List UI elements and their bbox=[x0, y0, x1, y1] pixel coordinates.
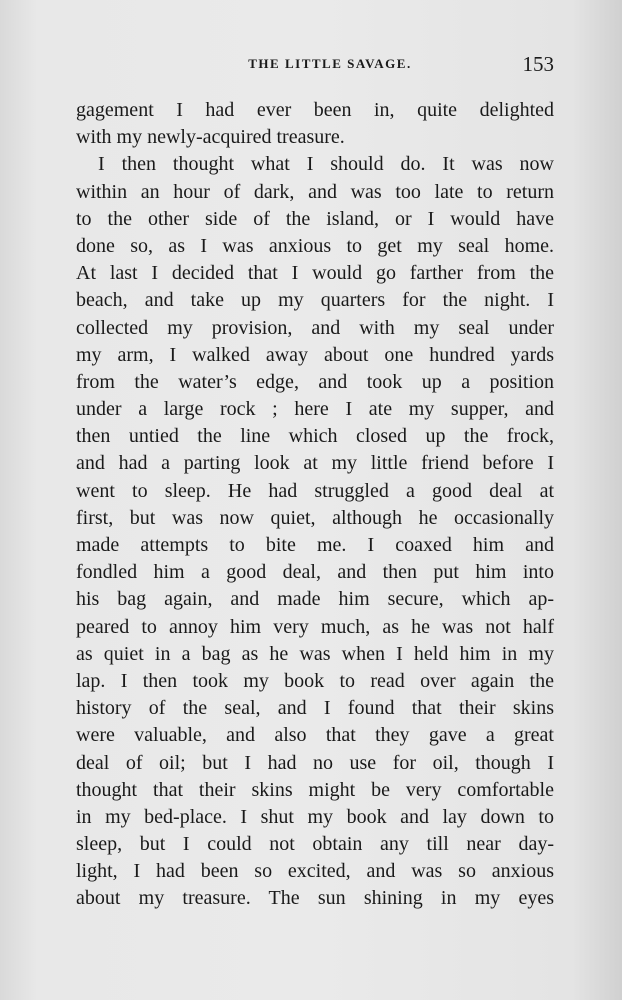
text-line: within an hour of dark, and was too late to return bbox=[76, 180, 554, 203]
text-line: were valuable, and also that they gave a great bbox=[76, 724, 554, 747]
text-line: my arm, I walked away about one hundred yards bbox=[76, 343, 554, 366]
text-line: lap. I then took my book to read over again the bbox=[76, 669, 554, 692]
text-line: fondled him a good deal, and then put him into bbox=[76, 561, 554, 584]
running-head bbox=[76, 52, 554, 78]
text-line: sleep, but I could not obtain any till near day- bbox=[76, 833, 554, 856]
page-number: 153 bbox=[522, 52, 554, 76]
text-line: his bag again, and made him secure, which ap- bbox=[76, 588, 554, 611]
body-text bbox=[76, 97, 554, 913]
text-line: first, but was now quiet, although he occasionally bbox=[76, 506, 554, 529]
text-line: under a large rock ; here I ate my supper, and bbox=[76, 398, 554, 421]
text-line: as quiet in a bag as he was when I held him in my bbox=[76, 642, 554, 665]
text-line: collected my provision, and with my seal under bbox=[76, 316, 554, 339]
text-line: then untied the line which closed up the frock, bbox=[76, 425, 554, 448]
text-line: light, I had been so excited, and was so anxious bbox=[76, 860, 554, 883]
text-line: with my newly-acquired treasure. bbox=[76, 126, 345, 149]
text-line: to the other side of the island, or I would have bbox=[76, 207, 554, 230]
text-line: went to sleep. He had struggled a good deal at bbox=[76, 479, 554, 502]
text-line: from the water’s edge, and took up a position bbox=[76, 370, 554, 393]
text-line: and had a parting look at my little friend before I bbox=[76, 452, 554, 475]
text-line: thought that their skins might be very comfortable bbox=[76, 778, 554, 801]
text-line: gagement I had ever been in, quite delighted bbox=[76, 99, 554, 121]
text-line: history of the seal, and I found that their skins bbox=[76, 697, 554, 720]
running-title: THE LITTLE SAVAGE. bbox=[248, 56, 412, 71]
text-line: At last I decided that I would go farther from the bbox=[76, 262, 554, 285]
text-line: about my treasure. The sun shining in my eyes bbox=[76, 887, 554, 910]
text-line: beach, and take up my quarters for the night. I bbox=[76, 289, 554, 312]
text-line: in my bed-place. I shut my book and lay down to bbox=[76, 805, 554, 828]
text-line: done so, as I was anxious to get my seal home. bbox=[76, 234, 554, 257]
paragraph-start-line: I then thought what I should do. It was now bbox=[98, 153, 554, 176]
text-line: peared to annoy him very much, as he was not half bbox=[76, 615, 554, 638]
text-line: made attempts to bite me. I coaxed him and bbox=[76, 534, 554, 556]
text-line: deal of oil; but I had no use for oil, though I bbox=[76, 751, 554, 774]
